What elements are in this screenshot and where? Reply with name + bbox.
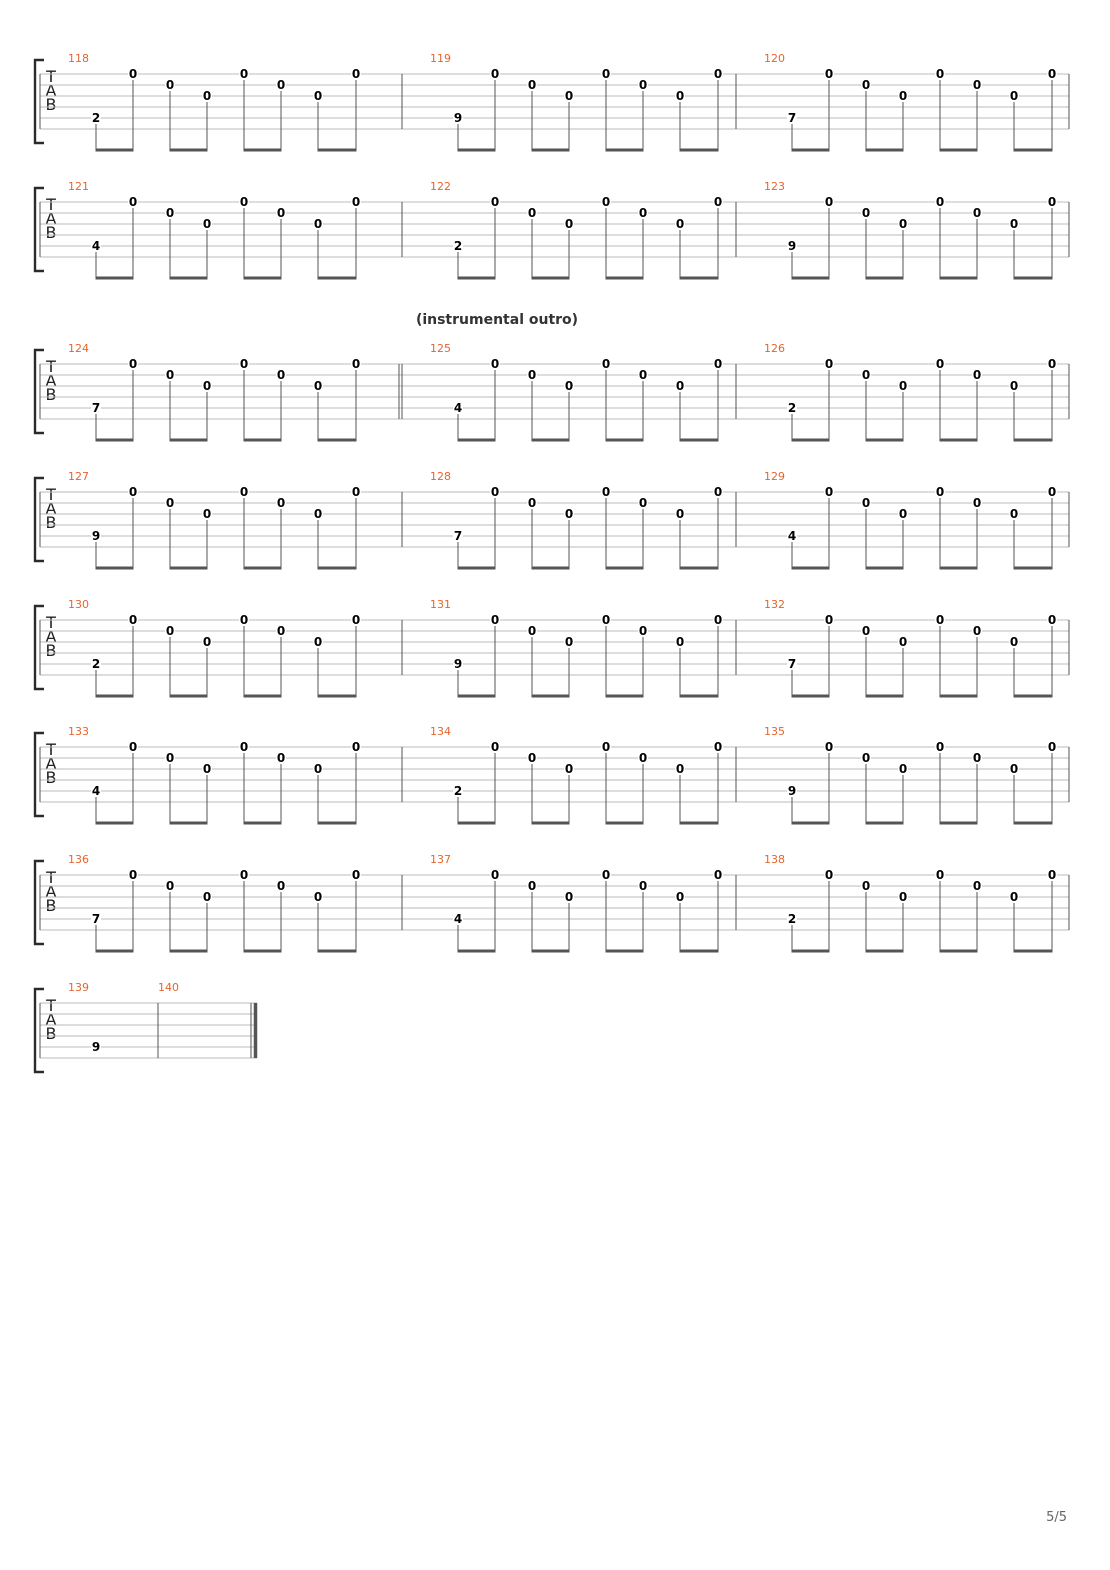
measure-number: 130: [68, 598, 89, 611]
measure-number: 132: [764, 598, 785, 611]
fret-number: 7: [787, 657, 797, 671]
fret-number: 9: [453, 111, 463, 125]
fret-number: 0: [165, 368, 175, 382]
measure-number: 122: [430, 180, 451, 193]
fret-number: 0: [713, 613, 723, 627]
tab-clef-letter: T: [46, 485, 56, 504]
fret-number: 0: [935, 67, 945, 81]
fret-number: 0: [972, 368, 982, 382]
fret-number: 0: [564, 890, 574, 904]
fret-number: 9: [91, 529, 101, 543]
fret-number: 0: [165, 624, 175, 638]
fret-number: 0: [601, 485, 611, 499]
fret-number: 0: [128, 67, 138, 81]
fret-number: 0: [935, 357, 945, 371]
fret-number: 0: [824, 357, 834, 371]
fret-number: 0: [165, 496, 175, 510]
fret-number: 7: [787, 111, 797, 125]
fret-number: 0: [527, 751, 537, 765]
fret-number: 4: [787, 529, 797, 543]
fret-number: 0: [713, 740, 723, 754]
fret-number: 0: [527, 206, 537, 220]
fret-number: 0: [313, 635, 323, 649]
fret-number: 0: [1009, 890, 1019, 904]
measure-number: 128: [430, 470, 451, 483]
fret-number: 0: [165, 879, 175, 893]
fret-number: 0: [202, 217, 212, 231]
fret-number: 0: [713, 357, 723, 371]
measure-number: 135: [764, 725, 785, 738]
fret-number: 2: [787, 912, 797, 926]
fret-number: 9: [453, 657, 463, 671]
fret-number: 0: [351, 613, 361, 627]
fret-number: 0: [490, 740, 500, 754]
fret-number: 0: [713, 868, 723, 882]
fret-number: 0: [564, 89, 574, 103]
fret-number: 0: [276, 879, 286, 893]
tab-clef-letter: B: [45, 385, 57, 404]
fret-number: 0: [527, 78, 537, 92]
fret-number: 0: [1009, 762, 1019, 776]
fret-number: 0: [128, 357, 138, 371]
tab-clef-letter: B: [45, 896, 57, 915]
fret-number: 0: [824, 485, 834, 499]
fret-number: 0: [824, 67, 834, 81]
fret-number: 9: [787, 784, 797, 798]
fret-number: 0: [276, 496, 286, 510]
fret-number: 0: [898, 379, 908, 393]
fret-number: 0: [313, 379, 323, 393]
fret-number: 0: [675, 89, 685, 103]
fret-number: 0: [675, 217, 685, 231]
fret-number: 0: [527, 624, 537, 638]
measure-number: 118: [68, 52, 89, 65]
fret-number: 0: [898, 635, 908, 649]
fret-number: 0: [601, 67, 611, 81]
fret-number: 4: [91, 239, 101, 253]
fret-number: 4: [453, 912, 463, 926]
tab-clef-letter: A: [45, 627, 57, 646]
fret-number: 7: [453, 529, 463, 543]
tab-clef-letter: A: [45, 81, 57, 100]
fret-number: 0: [1047, 67, 1057, 81]
fret-number: 0: [972, 624, 982, 638]
tab-clef-letter: B: [45, 768, 57, 787]
fret-number: 0: [351, 195, 361, 209]
tab-clef-letter: B: [45, 1024, 57, 1043]
fret-number: 9: [787, 239, 797, 253]
fret-number: 0: [351, 868, 361, 882]
tab-clef-letter: A: [45, 371, 57, 390]
fret-number: 0: [276, 624, 286, 638]
fret-number: 0: [1009, 89, 1019, 103]
fret-number: 0: [564, 379, 574, 393]
tab-clef-letter: T: [46, 613, 56, 632]
fret-number: 0: [202, 635, 212, 649]
fret-number: 0: [601, 195, 611, 209]
fret-number: 0: [351, 357, 361, 371]
fret-number: 0: [824, 740, 834, 754]
fret-number: 0: [675, 507, 685, 521]
fret-number: 0: [276, 368, 286, 382]
measure-number: 138: [764, 853, 785, 866]
fret-number: 0: [239, 195, 249, 209]
fret-number: 0: [276, 206, 286, 220]
fret-number: 0: [165, 206, 175, 220]
fret-number: 0: [861, 879, 871, 893]
fret-number: 0: [898, 89, 908, 103]
tab-clef-letter: A: [45, 1010, 57, 1029]
fret-number: 0: [239, 485, 249, 499]
measure-number: 136: [68, 853, 89, 866]
fret-number: 0: [638, 368, 648, 382]
fret-number: 0: [1009, 379, 1019, 393]
fret-number: 0: [313, 890, 323, 904]
fret-number: 4: [453, 401, 463, 415]
measure-number: 140: [158, 981, 179, 994]
tab-clef-letter: T: [46, 195, 56, 214]
fret-number: 0: [638, 879, 648, 893]
fret-number: 2: [91, 657, 101, 671]
fret-number: 0: [313, 507, 323, 521]
measure-number: 129: [764, 470, 785, 483]
section-text: (instrumental outro): [415, 312, 579, 328]
fret-number: 0: [527, 879, 537, 893]
fret-number: 0: [935, 613, 945, 627]
fret-number: 0: [239, 67, 249, 81]
fret-number: 0: [898, 762, 908, 776]
fret-number: 0: [824, 195, 834, 209]
fret-number: 0: [490, 357, 500, 371]
fret-number: 0: [1047, 485, 1057, 499]
fret-number: 0: [861, 78, 871, 92]
page-number: 5/5: [1046, 1510, 1067, 1525]
fret-number: 0: [935, 485, 945, 499]
fret-number: 0: [202, 890, 212, 904]
measure-number: 131: [430, 598, 451, 611]
fret-number: 0: [861, 206, 871, 220]
fret-number: 0: [1047, 613, 1057, 627]
fret-number: 0: [861, 624, 871, 638]
fret-number: 0: [972, 751, 982, 765]
fret-number: 0: [824, 613, 834, 627]
fret-number: 0: [1047, 740, 1057, 754]
fret-number: 0: [935, 195, 945, 209]
fret-number: 0: [564, 507, 574, 521]
fret-number: 0: [276, 78, 286, 92]
fret-number: 0: [202, 762, 212, 776]
measure-number: 124: [68, 342, 89, 355]
fret-number: 9: [91, 1040, 101, 1054]
fret-number: 0: [675, 635, 685, 649]
fret-number: 4: [91, 784, 101, 798]
fret-number: 0: [898, 217, 908, 231]
fret-number: 7: [91, 401, 101, 415]
fret-number: 0: [313, 762, 323, 776]
fret-number: 0: [1009, 217, 1019, 231]
fret-number: 0: [128, 485, 138, 499]
fret-number: 0: [490, 613, 500, 627]
fret-number: 0: [675, 379, 685, 393]
measure-number: 127: [68, 470, 89, 483]
fret-number: 0: [128, 195, 138, 209]
measure-number: 139: [68, 981, 89, 994]
tab-clef-letter: A: [45, 754, 57, 773]
fret-number: 0: [1009, 507, 1019, 521]
tab-clef-letter: B: [45, 513, 57, 532]
tab-clef-letter: B: [45, 641, 57, 660]
tab-clef-letter: B: [45, 223, 57, 242]
tab-clef-letter: A: [45, 882, 57, 901]
fret-number: 2: [453, 239, 463, 253]
fret-number: 0: [972, 78, 982, 92]
fret-number: 0: [638, 78, 648, 92]
fret-number: 0: [824, 868, 834, 882]
tab-clef-letter: T: [46, 67, 56, 86]
fret-number: 0: [239, 740, 249, 754]
fret-number: 0: [202, 507, 212, 521]
fret-number: 0: [564, 762, 574, 776]
fret-number: 0: [601, 613, 611, 627]
fret-number: 0: [898, 890, 908, 904]
measure-number: 121: [68, 180, 89, 193]
measure-number: 119: [430, 52, 451, 65]
fret-number: 0: [239, 357, 249, 371]
fret-number: 0: [527, 368, 537, 382]
fret-number: 0: [128, 613, 138, 627]
fret-number: 0: [601, 868, 611, 882]
fret-number: 0: [713, 485, 723, 499]
fret-number: 0: [1047, 195, 1057, 209]
fret-number: 0: [202, 89, 212, 103]
measure-number: 126: [764, 342, 785, 355]
fret-number: 2: [787, 401, 797, 415]
fret-number: 2: [453, 784, 463, 798]
measure-number: 133: [68, 725, 89, 738]
fret-number: 0: [527, 496, 537, 510]
fret-number: 0: [351, 67, 361, 81]
fret-number: 0: [935, 868, 945, 882]
fret-number: 0: [638, 751, 648, 765]
fret-number: 0: [935, 740, 945, 754]
tab-clef-letter: A: [45, 499, 57, 518]
fret-number: 0: [601, 357, 611, 371]
fret-number: 0: [1047, 357, 1057, 371]
fret-number: 0: [313, 217, 323, 231]
fret-number: 7: [91, 912, 101, 926]
measure-number: 137: [430, 853, 451, 866]
fret-number: 0: [490, 67, 500, 81]
tab-clef-letter: T: [46, 996, 56, 1015]
fret-number: 0: [972, 879, 982, 893]
fret-number: 0: [276, 751, 286, 765]
tab-clef-letter: T: [46, 868, 56, 887]
fret-number: 0: [165, 78, 175, 92]
measure-number: 123: [764, 180, 785, 193]
fret-number: 0: [972, 206, 982, 220]
fret-number: 0: [861, 496, 871, 510]
fret-number: 0: [351, 485, 361, 499]
fret-number: 0: [128, 740, 138, 754]
fret-number: 0: [351, 740, 361, 754]
fret-number: 0: [861, 368, 871, 382]
fret-number: 0: [564, 217, 574, 231]
fret-number: 2: [91, 111, 101, 125]
tab-clef-letter: A: [45, 209, 57, 228]
measure-number: 120: [764, 52, 785, 65]
fret-number: 0: [202, 379, 212, 393]
fret-number: 0: [239, 613, 249, 627]
fret-number: 0: [972, 496, 982, 510]
fret-number: 0: [165, 751, 175, 765]
fret-number: 0: [313, 89, 323, 103]
fret-number: 0: [675, 762, 685, 776]
fret-number: 0: [1009, 635, 1019, 649]
tab-clef-letter: T: [46, 740, 56, 759]
fret-number: 0: [601, 740, 611, 754]
fret-number: 0: [239, 868, 249, 882]
fret-number: 0: [128, 868, 138, 882]
fret-number: 0: [564, 635, 574, 649]
fret-number: 0: [638, 206, 648, 220]
tab-clef-letter: B: [45, 95, 57, 114]
fret-number: 0: [490, 485, 500, 499]
fret-number: 0: [713, 195, 723, 209]
fret-number: 0: [675, 890, 685, 904]
fret-number: 0: [490, 195, 500, 209]
tab-clef-letter: T: [46, 357, 56, 376]
fret-number: 0: [713, 67, 723, 81]
fret-number: 0: [638, 496, 648, 510]
fret-number: 0: [490, 868, 500, 882]
fret-number: 0: [898, 507, 908, 521]
fret-number: 0: [861, 751, 871, 765]
measure-number: 125: [430, 342, 451, 355]
measure-number: 134: [430, 725, 451, 738]
fret-number: 0: [1047, 868, 1057, 882]
fret-number: 0: [638, 624, 648, 638]
